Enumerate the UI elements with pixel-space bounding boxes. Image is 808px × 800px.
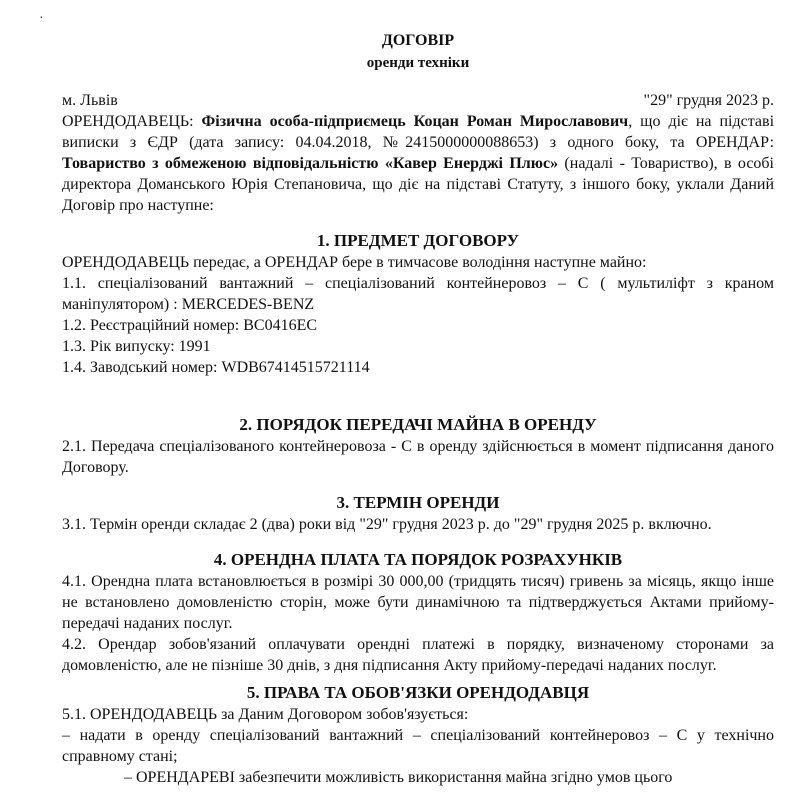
section-1-heading: 1. ПРЕДМЕТ ДОГОВОРУ xyxy=(316,231,520,250)
contract-date: "29" грудня 2023 р. xyxy=(643,92,774,109)
lessee-name: Товариство з обмеженою відповідальністю «Кавер Енерджі Плюс» xyxy=(62,155,559,172)
section-item: 4.2. Орендар зобов'язаний оплачувати орендні платежі в порядку, визначеному сторонами за домовленістю, але не пізніше 30 днів, з дня підписання Акту прийому-передачі наданих послуг. xyxy=(62,636,774,674)
contract-document xyxy=(62,30,774,788)
document-subtitle: оренди техніки xyxy=(366,55,470,71)
lessee-label: ОРЕНДАР: xyxy=(695,134,775,151)
section-item: 1.4. Заводський номер: WDB67414515721114 xyxy=(62,359,370,376)
section-item: 1.2. Реєстраційний номер: ВС0416ЕС xyxy=(62,317,318,334)
section-item: 3.1. Термін оренди складає 2 (два) роки від "29" грудня 2023 р. до "29" грудня 2025 р. включно. xyxy=(62,516,712,533)
section-item: 5.1. ОРЕНДОДАВЕЦЬ за Даним Договором зобов'язується: xyxy=(62,706,469,723)
section-item: 4.1. Орендна плата встановлюється в розмірі 30 000,00 (тридцять тисяч) гривень за місяць, якщо інше не встановлено домовленістю сторін, може бути динамічною та підтверджується Актами прийому-передачі наданих послуг. xyxy=(62,573,774,632)
lessor-details: , що діє на підставі виписки з ЄДР (дата запису: 04.04.2018, №2415000000088653) з одного боку, та xyxy=(62,113,775,151)
lessor-name: Фізична особа-підприємець Коцан Роман Мирославович xyxy=(201,113,629,130)
preamble xyxy=(62,111,774,216)
section-item: – ОРЕНДАРЕВІ забезпечити можливість використання майна згідно умов цього xyxy=(124,769,673,786)
lessee-details: (надалі - Товариство), в особі директора Доманського Юрія Степановича, що діє на підставі Статуту, з іншого боку, уклали Даний Договір про наступне: xyxy=(62,155,775,214)
section-4-heading: 4. ОРЕНДНА ПЛАТА ТА ПОРЯДОК РОЗРАХУНКІВ xyxy=(213,550,623,569)
section-1-intro: ОРЕНДОДАВЕЦЬ передає, а ОРЕНДАР бере в тимчасове володіння наступне майно: xyxy=(62,254,647,271)
section-2-heading: 2. ПОРЯДОК ПЕРЕДАЧІ МАЙНА В ОРЕНДУ xyxy=(239,415,597,434)
section-item: 1.3. Рік випуску: 1991 xyxy=(62,338,211,355)
corner-mark: · xyxy=(39,11,44,26)
dateline xyxy=(62,90,774,111)
section-5-heading: 5. ПРАВА ТА ОБОВ'ЯЗКИ ОРЕНДОДАВЦЯ xyxy=(246,683,590,702)
city: м. Львів xyxy=(62,92,118,109)
document-title: ДОГОВІР xyxy=(381,32,455,49)
section-item: 1.1. спеціалізований вантажний – спеціалізований контейнеровоз – С ( мультиліфт з краном маніпулятором) : MERCEDES-BENZ xyxy=(62,275,774,313)
section-3-heading: 3. ТЕРМІН ОРЕНДИ xyxy=(336,493,500,512)
section-item: – надати в оренду спеціалізований вантажний – спеціалізований контейнеровоз – С у технічно справному стані; xyxy=(62,727,774,765)
section-item: 2.1. Передача спеціалізованого контейнеровоза - С в оренду здійснюється в момент підписання даного Договору. xyxy=(62,438,774,476)
lessor-label: ОРЕНДОДАВЕЦЬ: xyxy=(62,113,194,130)
